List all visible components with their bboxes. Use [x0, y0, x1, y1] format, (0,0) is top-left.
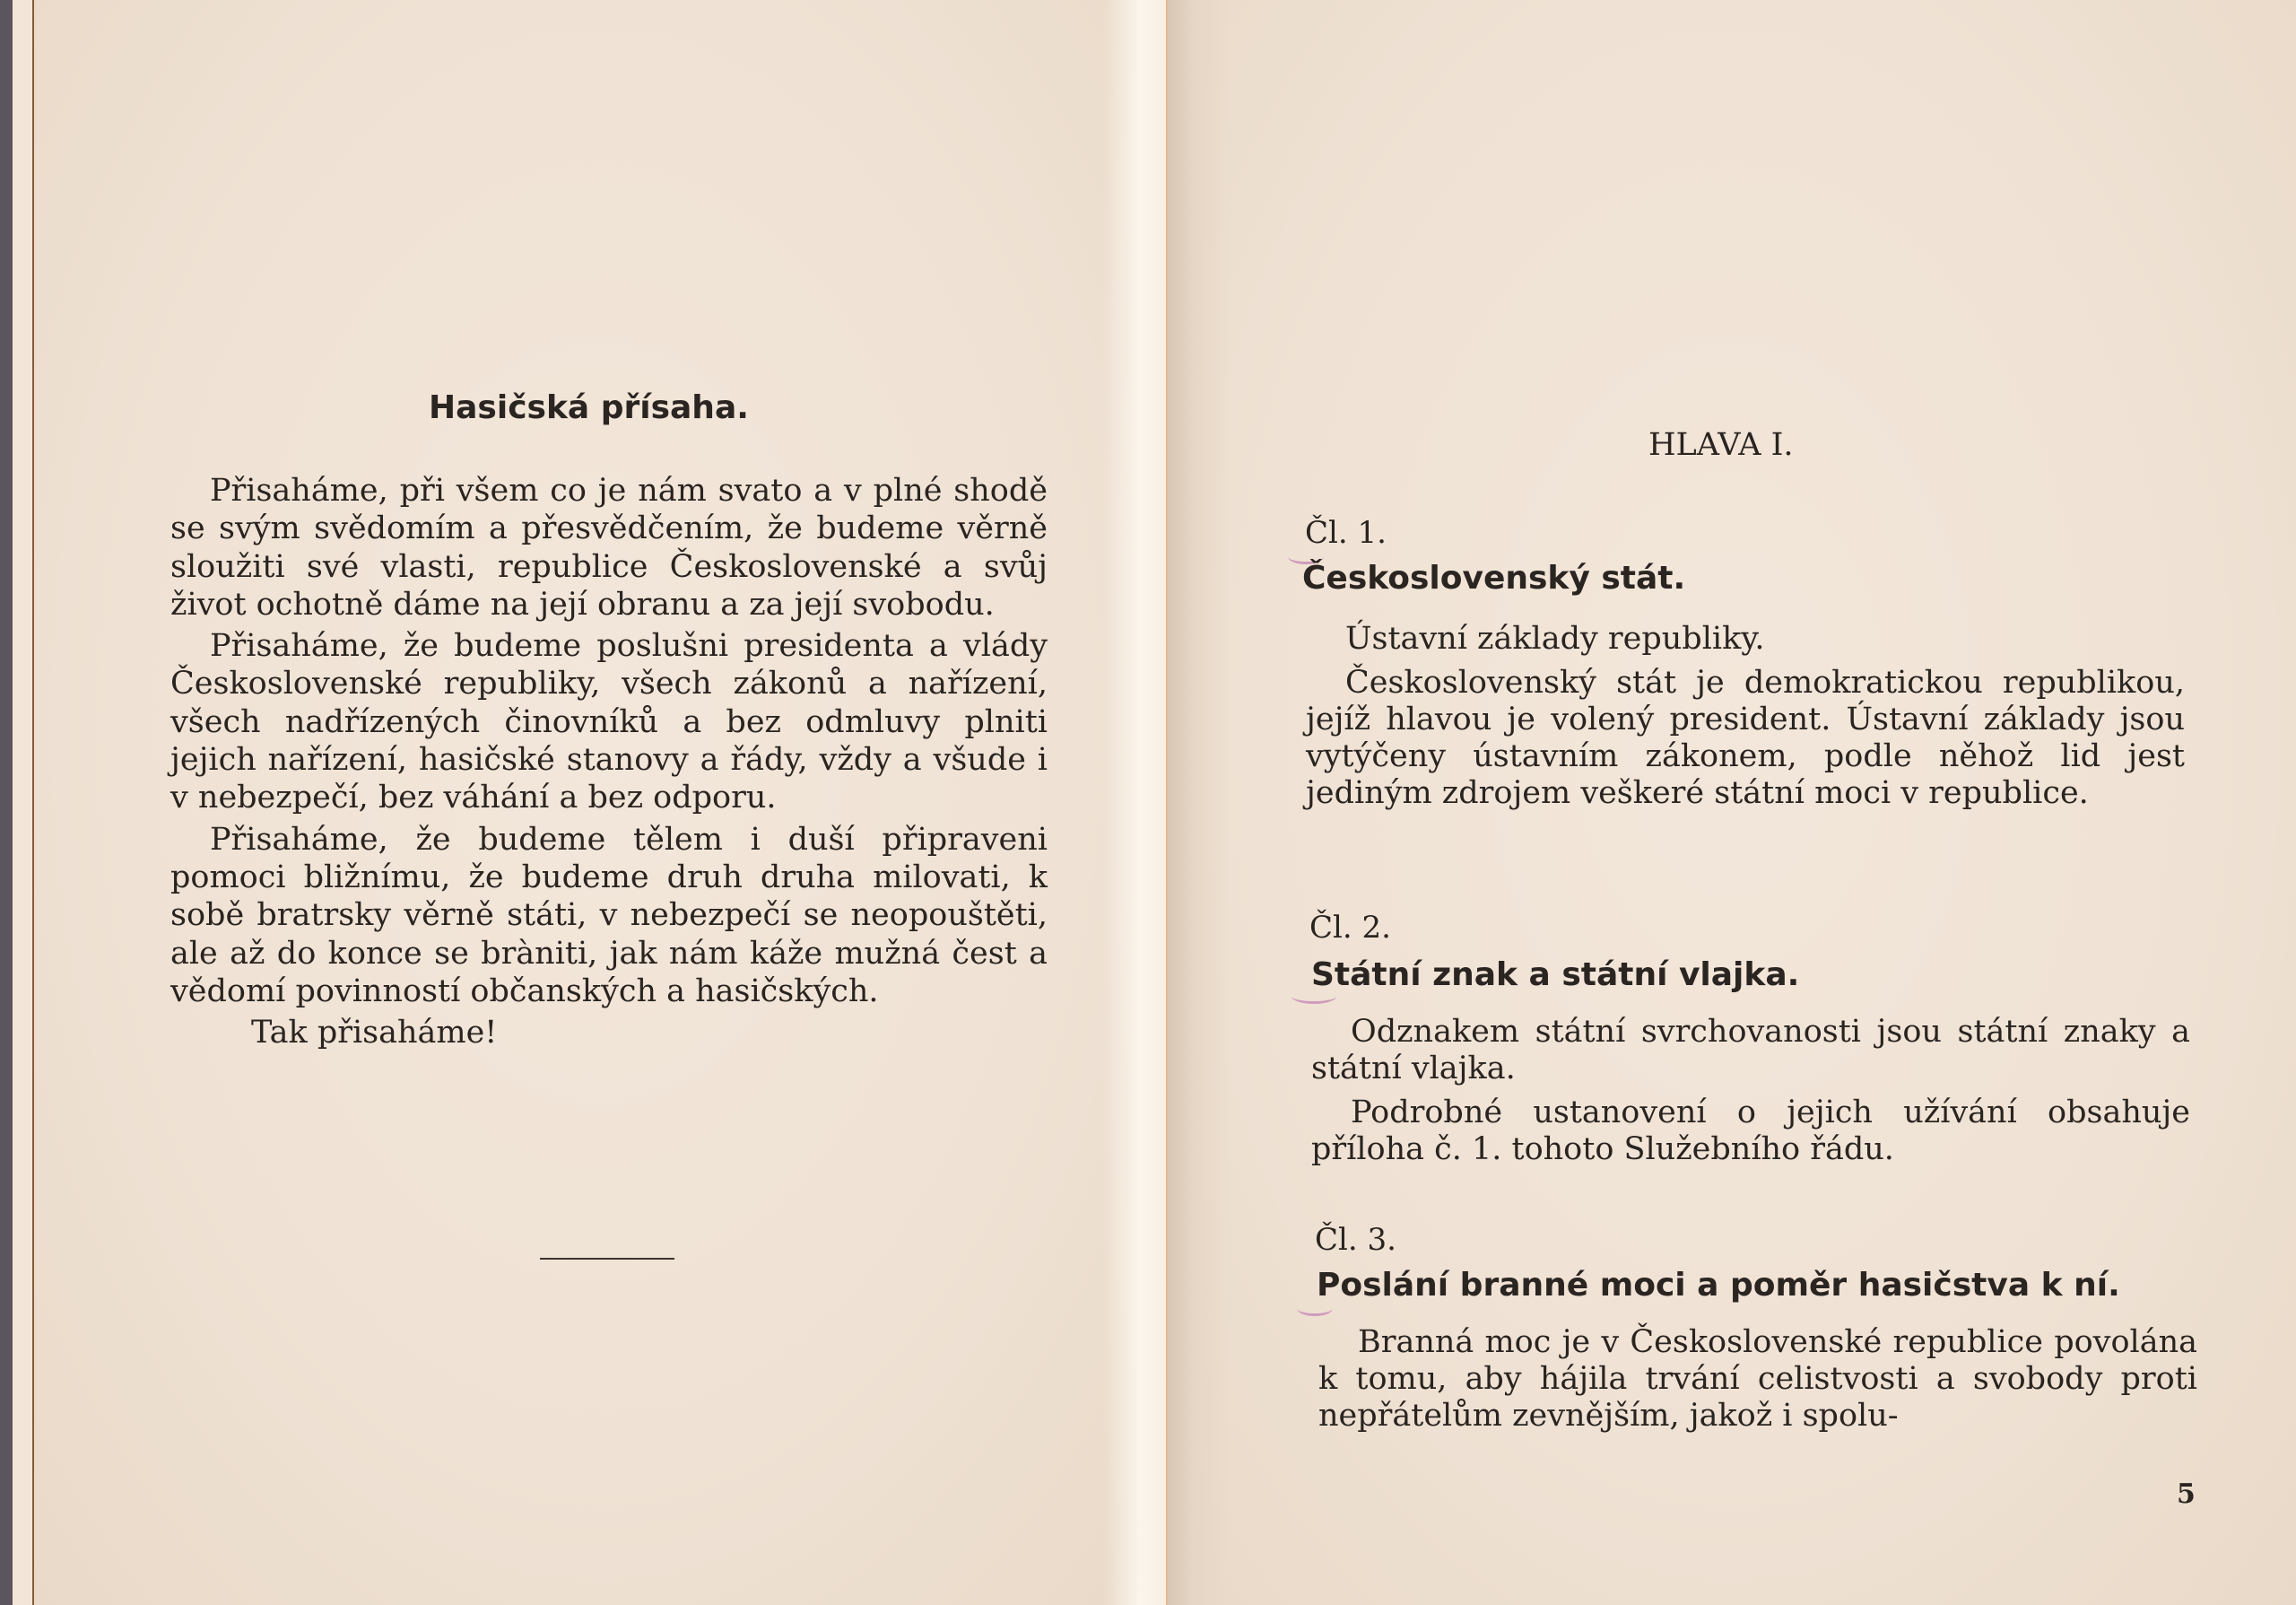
chapter-heading: HLAVA I.: [1648, 427, 1794, 463]
pencil-mark: [1297, 1301, 1333, 1316]
book-cover-edge: [0, 0, 13, 1605]
section-divider: [540, 1258, 674, 1260]
oath-text: [170, 472, 1048, 1055]
oath-paragraph: Přisaháme, že budeme tělem i duší připraveni pomoci bližnímu, že budeme druh druha milovati, k sobě bratrsky věrně státi, v nebezpečí se neopouštěti, ale až do konce se bràniti, jak nám káže mužná čest a vědomí povinností občanských a hasičských.: [170, 821, 1048, 1009]
article-body: [1306, 621, 2185, 819]
article-title: Československý stát.: [1302, 560, 1686, 597]
article-paragraph: Odznakem státní svrchovanosti jsou státní znaky a státní vlajka.: [1311, 1014, 2190, 1086]
article-number: Čl. 1.: [1305, 515, 1387, 551]
article-title: Státní znak a státní vlajka.: [1311, 956, 1800, 993]
article-number: Čl. 3.: [1315, 1222, 1396, 1258]
article-title: Poslání branné moci a poměr hasičstva k ní.: [1317, 1267, 2120, 1304]
page-number: 5: [2177, 1479, 2196, 1510]
pencil-mark: [1292, 989, 1336, 1004]
article-paragraph: Československý stát je demokratickou republikou, jejíž hlavou je volený president. Ústavní základy jsou vytýčeny ústavním zákonem, podle něhož lid jest jediným zdrojem veškeré státní moci v republice.: [1306, 665, 2185, 811]
page-stack-edge: [13, 0, 34, 1605]
article-paragraph: Branná moc je v Československé republice povolána k tomu, aby hájila trvání celistvosti a svobody proti nepřátelům zevnějším, jakož i spolu-: [1318, 1324, 2197, 1434]
gutter-right: [1166, 0, 1231, 1605]
gutter-left: [1103, 0, 1166, 1605]
article-number: Čl. 2.: [1309, 910, 1391, 946]
article-paragraph: Podrobné ustanovení o jejich užívání obsahuje příloha č. 1. tohoto Služebního řádu.: [1311, 1095, 2190, 1167]
article-paragraph: Ústavní základy republiky.: [1345, 621, 1765, 657]
oath-paragraph: Přisaháme, při všem co je nám svato a v plné shodě se svým svědomím a přesvědčením, že budeme věrně sloužiti své vlasti, republice Československé a svůj život ochotně dáme na její obranu a za její svobodu.: [170, 473, 1048, 623]
article-body: [1318, 1324, 2197, 1442]
oath-title: Hasičská přísaha.: [429, 389, 749, 426]
oath-closing: Tak přisaháme!: [251, 1015, 498, 1051]
article-body: [1311, 1014, 2190, 1175]
oath-paragraph: Přisaháme, že budeme poslušni presidenta a vlády Československé republiky, všech zákonů a nařízení, všech nadřízených činovníků a bez odmluvy plniti jejich nařízení, hasičské stanovy a řády, vždy a všude i v nebezpečí, bez váhání a bez odporu.: [170, 628, 1048, 816]
